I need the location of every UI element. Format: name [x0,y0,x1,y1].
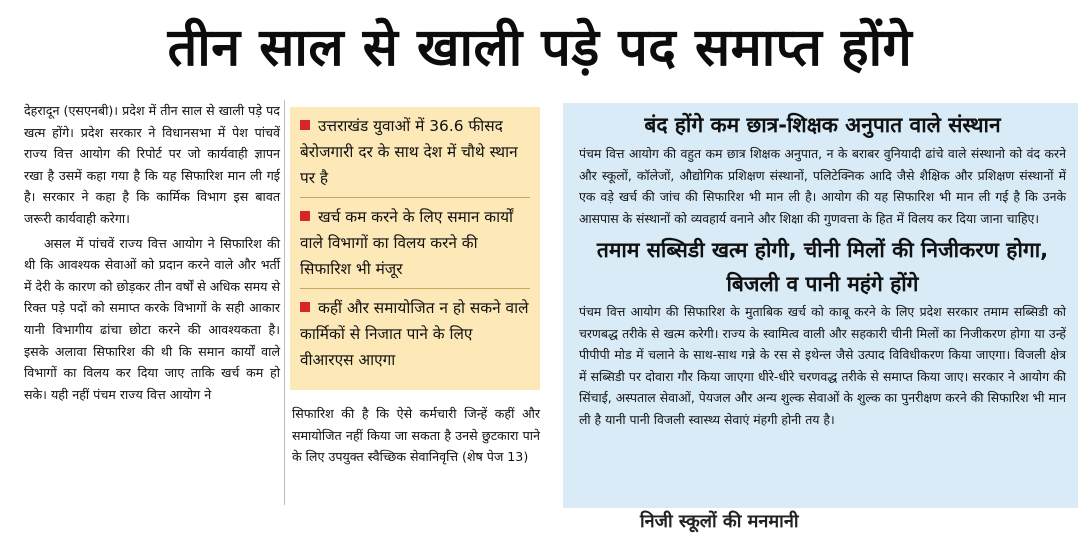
column-divider [284,100,285,505]
highlight-bullet-1 [300,113,530,198]
left-paragraph-1: देहरादून (एसएनबी)। प्रदेश में तीन साल से खाली पड़े पद खत्म होंगे। प्रदेश सरकार ने विधानसभा में पेश पांचवें राज्य वित्त आयोग की रिपोर्ट पर जो कार्यवाही ज्ञापन रखा है उसमें कहा गया है कि यह सिफारिश मान ली गई है। सरकार ने कहा है कि कार्मिक विभाग इस बावत जरूरी कार्यवाही करेगा। [24,103,280,226]
highlight-bullet-text: खर्च कम करने के लिए समान कार्यों वाले विभागों का विलय करने की सिफारिश भी मंजूर [300,208,514,278]
info-box [563,103,1078,508]
red-square-icon [300,302,310,312]
institutions-paragraph: पंचम वित्त आयोग की वहुत कम छात्र शिक्षक अनुपात, न के बराबर वुनियादी ढांचे वाले संस्थानो को वंद करने और स्कूलों, कॉलेजों, औद्योगिक प्रशिक्षण संस्थानों, पलिटेक्निक आदि जैसे शैक्षिक और प्रशिक्षण संस्थानों में एक वड़े खर्च की जांच की सिफारिश भी मान ली है। आयोग की यह सिफारिश भी मान ली गई है कि उनके आसपास के संस्थानों को व्यवहार्य वनाने और शिक्षा की गुणवत्ता के हित में विलय कर दिया जाना चाहिए। [579,146,1066,226]
highlight-bullet-2 [300,204,530,289]
left-column [24,100,280,510]
middle-column-text: सिफारिश की है कि ऐसे कर्मचारी जिन्हें कहीं और समायोजित नहीं किया जा सकता है उनसे छुटकारा पाने के लिए उपयुक्त स्वैच्छिक सेवानिवृत्ति (शेष पेज 13) [292,406,540,465]
next-headline-cut: निजी स्कूलों की मनमानी [640,511,799,532]
highlight-box [290,107,540,390]
highlight-bullet-3 [300,295,530,379]
highlight-bullet-text: कहीं और समायोजित न हो सकने वाले कार्मिकों से निजात पाने के लिए वीआरएस आएगा [300,299,529,369]
headline: तीन साल से खाली पड़े पद समाप्त होंगे [167,17,913,78]
red-square-icon [300,211,310,221]
subsidy-paragraph: पंचम वित्त आयोग की सिफारिश के मुताबिक खर्च को काबू करने के लिए प्रदेश सरकार तमाम सब्सिडी को चरणबद्ध तरीके से खत्म करेगी। राज्य के स्वामित्व वाली और सहकारी चीनी मिलों का निजीकरण होगा या उन्हें पीपीपी मोड में चलाने के साथ-साथ गन्ने के रस से इथेन्ल जैसे उत्पाद विविधीकरण किया जाएगा। विजली क्षेत्र में सब्सिडी पर दोवारा गौर किया जाएगा धीरे-धीरे चरणवद्ध तरीके से समाप्त किया जाए। सरकार ने आयोग की सिंचाई, अस्पताल सेवाओं, पेयजल और अन्य शुल्क सेवाओं के शुल्क का पुनरीक्षण करने की सिफारिश भी मान ली है यानी पानी विजली स्वास्थ्य सेवाएं मंहगी होनी तय है। [579,304,1066,427]
left-paragraph-2: असल में पांचवें राज्य वित्त आयोग ने सिफारिश की थी कि आवश्यक सेवाओं को प्रदान करने वाले और भर्ती में देरी के कारण को छोड़कर तीन वर्षों से अधिक समय से रिक्त पड़े पदों को समाप्त करके विभागों के सही आकार यानी विभागीय ढांचा छोटा करने की आवश्यकता है। इसके अलावा सिफारिश की थी कि समान कार्यों वाले विभागों का विलय कर दिया जाए ताकि खर्च कम हो सके। यही नहीं पंचम राज्य वित्त आयोग ने [24,235,280,402]
highlight-bullet-text: उत्तराखंड युवाओं में 36.6 फीसद बेरोजगारी दर के साथ देश में चौथे स्थान पर है [300,117,518,187]
subheading-subsidy: तमाम सब्सिडी खत्म होगी, चीनी मिलों की निजीकरण होगा, बिजली व पानी महंगे होंगे [596,238,1049,296]
red-square-icon [300,120,310,130]
subheading-institutions: बंद होंगे कम छात्र-शिक्षक अनुपात वाले संस्थान [644,113,1001,137]
